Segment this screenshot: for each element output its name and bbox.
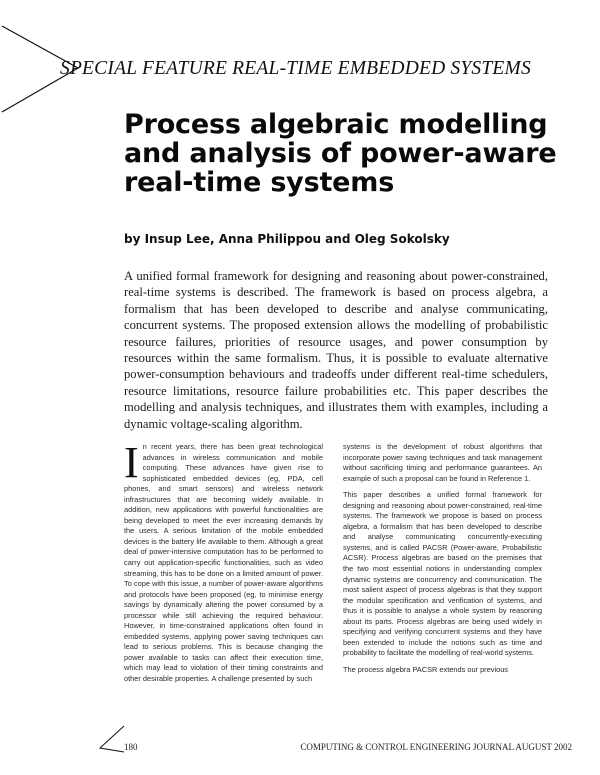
footer-page-number: 180 [124,742,138,752]
body-left-text: n recent years, there has been great technological advances in wireless communication and mobile computing. These advances have given rise to sophisticated embedded devices (eg, PDA, cell phones, and smart sensors) and wireless network infrastructures that are becoming widely available. In addition, new applications with powerful functionalities are being developed to meet the ever increasing demands by the users. A serious limitation of the mobile embedded devices is the battery life available to them. Although a great deal of power-intensive computation has to be performed to carry out application-specific functionalities, such as video streaming, this has to be done on a limited amount of power. To cope with this issue, a number of power-aware algorithms and protocols have been proposed (eg, to minimise energy savings by dynamically altering the power consumed by a processor while still achieving the required behaviour. However, in time-constrained applications often found in embedded systems, applying power saving techniques can lead to serious problems. This is because changing the power available to tasks can affect their execution time, which may lead to violation of their timing constraints and other desirable properties. A challenge presented by such [124,442,323,684]
article-title: Process algebraic modelling and analysis of power-aware real-time systems [124,109,557,198]
body-right-paragraph-1: systems is the development of robust algorithms that incorporate power saving techniques and task management without sacrificing timing and performance guarantees. An example of such a proposal can be found in Reference 1. [343,442,542,483]
special-feature-banner: SPECIAL FEATURE REAL-TIME EMBEDDED SYSTEMS [60,58,531,79]
body-right-paragraph-2: This paper describes a unified formal framework for designing and reasoning about power-constrained, real-time systems. The framework we propose is based on process algebra, a formalism that has been developed to describe and analyse communicating concurrently-executing systems, and is called PACSR (Power-aware, Probabilistic ACSR). Process algebras are based on the premises that the two most essential notions in understanding complex dynamic systems are concurrency and communication. The most salient aspect of process algebras is that they support the modular specification and verification of systems, and thus it is possible to analyse a whole system by reasoning about its parts. Process algebras are being used widely in specifying and verifying concurrent systems and they have been extended to include the notions such as time and probability to facilitate the modelling of real-world systems. [343,490,542,658]
body-right-paragraph-3: The process algebra PACSR extends our previous [343,664,509,674]
footer-journal-name: COMPUTING & CONTROL ENGINEERING JOURNAL AUGUST 2002 [300,742,572,752]
footer-corner-mark [96,724,126,754]
body-column-right [343,442,542,681]
body-column-left [124,438,323,685]
drop-cap: I [124,438,139,487]
article-authors: by Insup Lee, Anna Philippou and Oleg Sokolsky [124,232,450,246]
article-abstract: A unified formal framework for designing and reasoning about power-constrained, real-time systems is described. The framework is based on process algebra, a formalism that has been developed to describe and analyse communicating, concurrent systems. The proposed extension allows the modelling of probabilistic resource failures, priorities of resource usages, and power consumption by resources within the same formalism. Thus, it is possible to evaluate alternative power-consumption behaviours and tradeoffs under different real-time schedulers, resource limitations, resource failure probabilities etc. This paper describes the modelling and analysis techniques, and illustrates them with examples, including a dynamic voltage-scaling algorithm. [124,269,548,431]
